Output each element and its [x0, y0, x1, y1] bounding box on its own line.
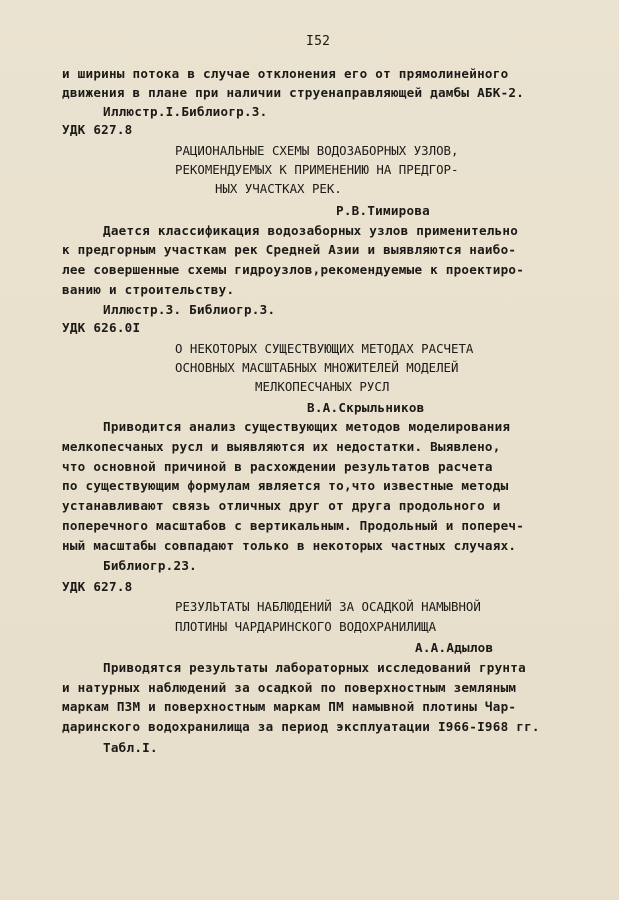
entry2-title-line-2: ОСНОВНЫХ МАСШТАБНЫХ МНОЖИТЕЛЕЙ МОДЕЛЕЙ — [175, 360, 459, 375]
entry1-title-line-2: РЕКОМЕНДУЕМЫХ К ПРИМЕНЕНИЮ НА ПРЕДГОР- — [175, 162, 459, 177]
entry3-refs: Табл.I. — [103, 740, 158, 755]
entry2-abstract-line-3: что основной причиной в расхождении результатов расчета — [62, 459, 493, 474]
entry2-abstract-line-5: устанавливают связь отличных друг от друга продольного и — [62, 498, 501, 513]
entry2-abstract-line-1: Приводится анализ существующих методов моделирования — [103, 419, 511, 434]
entry2-title-line-1: О НЕКОТОРЫХ СУЩЕСТВУЮЩИХ МЕТОДАХ РАСЧЕТА — [175, 341, 474, 356]
entry2-udk: УДК 626.0I — [62, 320, 141, 335]
entry0-refs: Иллюстр.I.Библиогр.3. — [103, 104, 268, 119]
page-number: I52 — [306, 34, 331, 49]
entry0-line-2: движения в плане при наличии струенаправляющей дамбы АБК-2. — [62, 85, 525, 100]
entry3-title-line-2: ПЛОТИНЫ ЧАРДАРИНСКОГО ВОДОХРАНИЛИЩА — [175, 619, 437, 634]
entry1-refs: Иллюстр.3. Библиогр.3. — [103, 302, 276, 317]
entry1-abstract-line-4: ванию и строительству. — [62, 282, 235, 297]
entry3-udk: УДК 627.8 — [62, 579, 133, 594]
entry2-author: В.А.Скрыльников — [307, 400, 425, 415]
entry3-abstract-line-2: и натурных наблюдений за осадкой по поверхностным земляным — [62, 680, 517, 695]
entry3-author: А.А.Адылов — [415, 640, 494, 655]
entry3-abstract-line-3: маркам ПЗМ и поверхностным маркам ПМ намывной плотины Чар- — [62, 699, 517, 714]
entry1-title-line-1: РАЦИОНАЛЬНЫЕ СХЕМЫ ВОДОЗАБОРНЫХ УЗЛОВ, — [175, 143, 459, 158]
entry3-title-line-1: РЕЗУЛЬТАТЫ НАБЛЮДЕНИЙ ЗА ОСАДКОЙ НАМЫВНОЙ — [175, 599, 481, 614]
entry2-abstract-line-4: по существующим формулам является то,что известные методы — [62, 478, 509, 493]
entry1-title-line-3: НЫХ УЧАСТКАХ РЕК. — [215, 181, 342, 196]
entry2-refs: Библиогр.23. — [103, 558, 197, 573]
entry3-abstract-line-1: Приводятся результаты лабораторных исследований грунта — [103, 660, 526, 675]
entry2-abstract-line-2: мелкопесчаных русл и выявляются их недостатки. Выявлено, — [62, 439, 501, 454]
entry2-abstract-line-7: ный масштабы совпадают только в некоторых частных случаях. — [62, 538, 517, 553]
entry0-line-1: и ширины потока в случае отклонения его от прямолинейного — [62, 66, 509, 81]
entry2-title-line-3: МЕЛКОПЕСЧАНЫХ РУСЛ — [255, 379, 390, 394]
entry1-author: Р.В.Тимирова — [336, 203, 430, 218]
entry1-abstract-line-3: лее совершенные схемы гидроузлов,рекомендуемые к проектиро- — [62, 262, 525, 277]
entry2-abstract-line-6: поперечного масштабов с вертикальным. Продольный и попереч- — [62, 518, 525, 533]
entry3-abstract-line-4: даринского водохранилища за период эксплуатации I966-I968 гг. — [62, 719, 540, 734]
entry1-abstract-line-2: к предгорным участкам рек Средней Азии и выявляются наибо- — [62, 242, 517, 257]
entry1-udk: УДК 627.8 — [62, 122, 133, 137]
entry1-abstract-line-1: Дается классификация водозаборных узлов применительно — [103, 223, 519, 238]
